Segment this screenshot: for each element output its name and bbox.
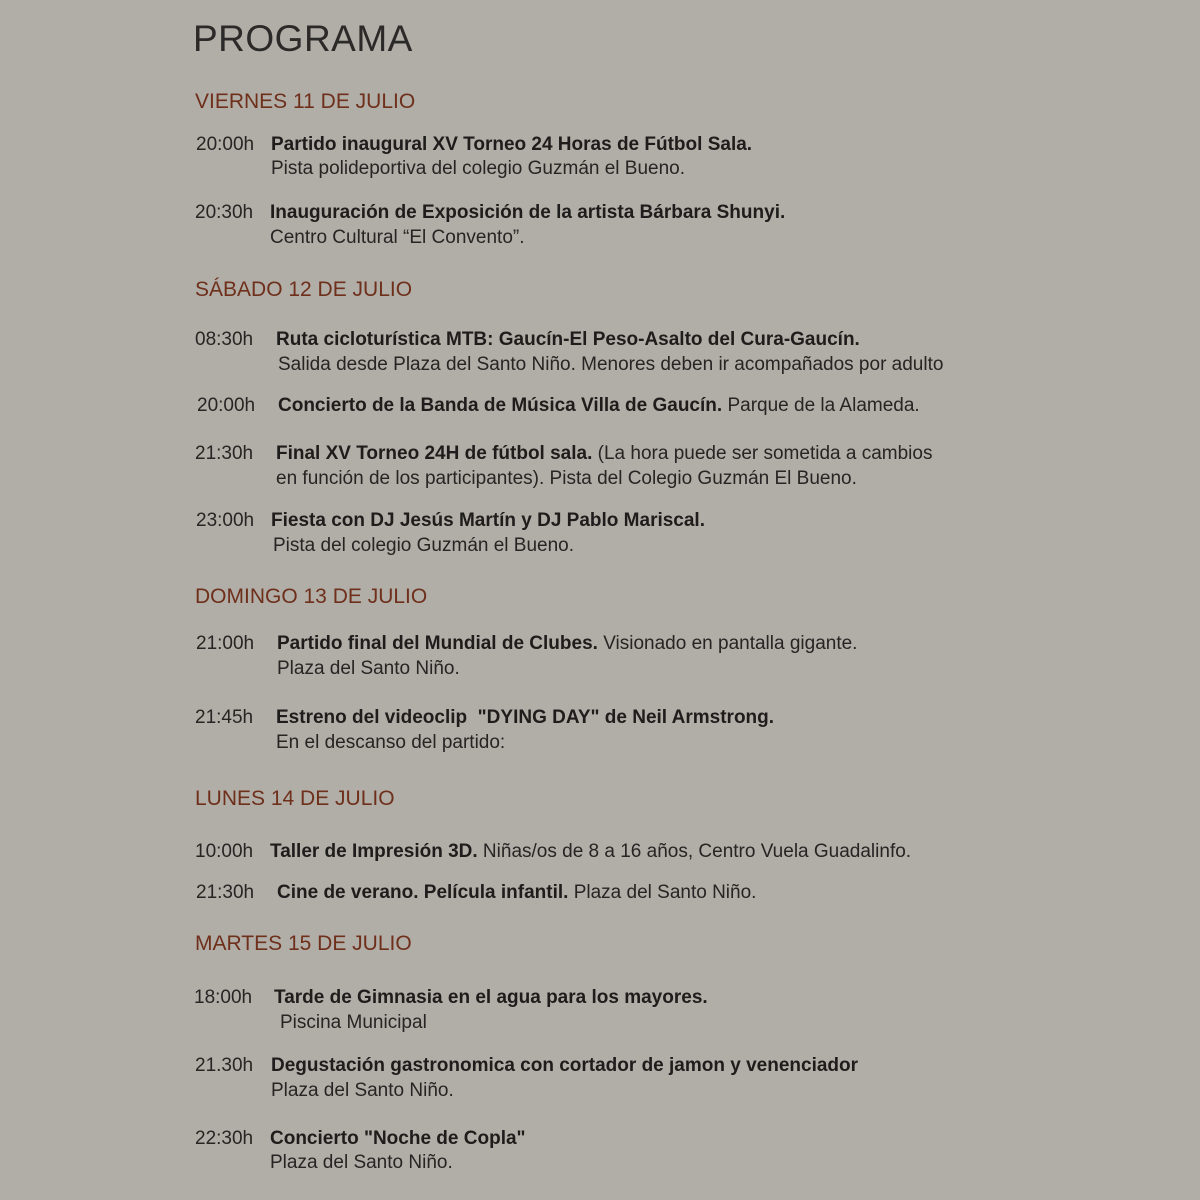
event-title-bold: Concierto de la Banda de Música Villa de Gaucín. xyxy=(278,395,723,416)
event-title xyxy=(276,707,774,729)
event-title-rest: Niñas/os de 8 a 16 años, Centro Vuela Guadalinfo. xyxy=(477,841,912,862)
day-heading-sabado: SÁBADO 12 DE JULIO xyxy=(195,278,413,301)
event-time: 21:45h xyxy=(195,707,254,728)
event-detail: En el descanso del partido: xyxy=(276,732,506,753)
event-title xyxy=(271,510,705,532)
event-detail: Pista polideportiva del colegio Guzmán el Bueno. xyxy=(271,158,686,179)
event-detail: en función de los participantes). Pista del Colegio Guzmán El Bueno. xyxy=(276,468,857,489)
event-title-bold: Partido final del Mundial de Clubes. xyxy=(277,633,598,654)
event-title xyxy=(277,633,857,655)
event-detail: Salida desde Plaza del Santo Niño. Menores deben ir acompañados por adulto xyxy=(278,354,944,375)
event-title-bold: Final XV Torneo 24H de fútbol sala. xyxy=(276,443,593,464)
event-title-bold: Tarde de Gimnasia en el agua para los mayores. xyxy=(274,987,708,1008)
event-detail: Plaza del Santo Niño. xyxy=(271,1080,454,1101)
event-detail: Piscina Municipal xyxy=(280,1012,427,1033)
event-detail: Centro Cultural “El Convento”. xyxy=(270,227,525,248)
event-time: 22:30h xyxy=(195,1128,254,1149)
event-title-rest: (La hora puede ser sometida a cambios xyxy=(592,443,933,464)
event-title-bold: Concierto "Noche de Copla" xyxy=(270,1128,526,1149)
event-title-bold: Fiesta con DJ Jesús Martín y DJ Pablo Mariscal. xyxy=(271,510,705,531)
day-heading-viernes: VIERNES 11 DE JULIO xyxy=(195,90,416,113)
page-title: PROGRAMA xyxy=(193,18,413,59)
event-time: 21:00h xyxy=(196,633,255,654)
event-title-bold: Partido inaugural XV Torneo 24 Horas de Fútbol Sala. xyxy=(271,134,753,155)
event-title-bold: Inauguración de Exposición de la artista Bárbara Shunyi. xyxy=(270,202,786,223)
event-title xyxy=(271,134,752,156)
event-title-rest: Visionado en pantalla gigante. xyxy=(597,633,858,654)
event-title xyxy=(271,1055,858,1077)
event-time: 23:00h xyxy=(196,510,255,531)
event-time: 21:30h xyxy=(196,882,255,903)
event-time: 20:00h xyxy=(197,395,256,416)
event-detail: Plaza del Santo Niño. xyxy=(277,658,460,679)
event-time: 21.30h xyxy=(195,1055,254,1076)
day-heading-martes: MARTES 15 DE JULIO xyxy=(195,932,412,955)
event-title-bold: Cine de verano. Película infantil. xyxy=(277,882,569,903)
event-time: 18:00h xyxy=(194,987,253,1008)
event-title xyxy=(276,329,860,351)
event-title xyxy=(274,987,708,1009)
event-title-rest: Parque de la Alameda. xyxy=(722,395,920,416)
event-time: 08:30h xyxy=(195,329,254,350)
event-title xyxy=(278,395,920,417)
event-title xyxy=(276,443,932,465)
event-title-bold: Ruta cicloturística MTB: Gaucín-El Peso-Asalto del Cura-Gaucín. xyxy=(276,329,860,350)
event-detail: Plaza del Santo Niño. xyxy=(270,1152,453,1173)
event-time: 10:00h xyxy=(195,841,254,862)
event-time: 20:30h xyxy=(195,202,254,223)
event-detail: Pista del colegio Guzmán el Bueno. xyxy=(273,535,575,556)
event-time: 21:30h xyxy=(195,443,254,464)
event-time: 20:00h xyxy=(196,134,255,155)
day-heading-lunes: LUNES 14 DE JULIO xyxy=(195,787,395,810)
day-heading-domingo: DOMINGO 13 DE JULIO xyxy=(195,585,428,608)
event-title-bold: Estreno del videoclip "DYING DAY" de Neil Armstrong. xyxy=(276,707,775,728)
event-title xyxy=(270,1128,526,1150)
event-title xyxy=(270,202,785,224)
event-title-rest: Plaza del Santo Niño. xyxy=(568,882,757,903)
event-title-bold: Degustación gastronomica con cortador de jamon y venenciador xyxy=(271,1055,859,1076)
event-title xyxy=(277,882,756,904)
event-title-bold: Taller de Impresión 3D. xyxy=(270,841,478,862)
event-title xyxy=(270,841,911,863)
